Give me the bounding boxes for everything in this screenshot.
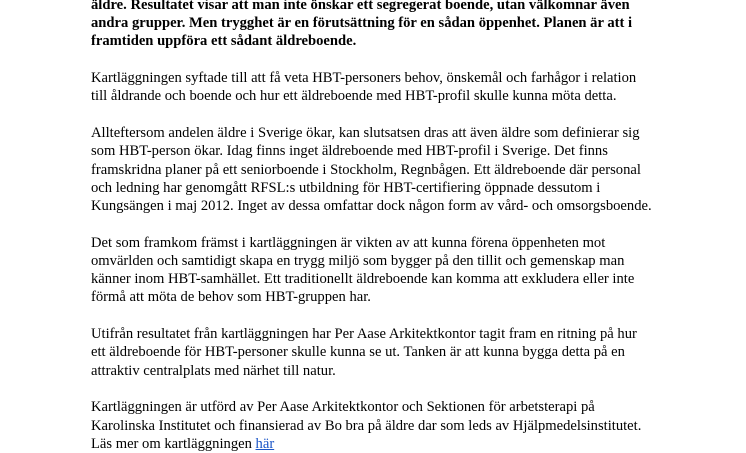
paragraph-gap <box>91 215 731 234</box>
text-line: Kungsängen i maj 2012. Inget av dessa omfattar dock någon form av vård- och omsorgsboende. <box>91 198 652 215</box>
text-line: och ledning har genomgått RFSL:s utbildning för HBT-certifiering öppnade dessutom i <box>91 179 601 196</box>
intro-line: framtiden uppföra ett sådant äldreboende. <box>91 33 357 50</box>
paragraph-gap <box>91 307 731 326</box>
paragraph-gap <box>91 106 731 125</box>
text-line: känner inom HBT-samhället. Ett traditionellt äldreboende kan komma att exkludera eller inte <box>91 271 635 288</box>
text-line: som HBT-person ökar. Idag finns inget äldreboende med HBT-profil i Sverige. Det finns <box>91 143 608 160</box>
text-line: Allteftersom andelen äldre i Sverige ökar, kan slutsatsen dras att även äldre som definierar sig <box>91 125 640 142</box>
intro-line: äldre. Resultatet visar att man inte önskar ett segregerat boende, utan välkomnar även <box>91 0 630 13</box>
document-page <box>91 0 731 453</box>
intro-line: andra grupper. Men trygghet är en förutsättning för en sådan öppenhet. Planen är att i <box>91 15 633 32</box>
paragraph-findings <box>91 234 731 307</box>
paragraph-drawing <box>91 325 731 380</box>
text-line: Kartläggningen är utförd av Per Aase Arkitektkontor och Sektionen för arbetsterapi på <box>91 399 595 416</box>
read-more-link[interactable]: här <box>255 435 275 452</box>
read-more-text: Läs mer om kartläggningen <box>91 435 252 452</box>
paragraph-gap <box>91 380 731 399</box>
text-line: Kartläggningen syftade till att få veta HBT-personers behov, önskemål och farhågor i relation <box>91 70 637 87</box>
text-line: förmå att möta de behov som HBT-gruppen har. <box>91 289 371 306</box>
text-line: omvärlden och samtidigt skapa en trygg miljö som bygger på den tillit och gemenskap man <box>91 253 625 270</box>
text-line-partial <box>91 435 731 453</box>
text-line: Det som framkom främst i kartläggningen är vikten av att kunna förena öppenheten mot <box>91 234 606 251</box>
text-line: framskridna planer på ett seniorboende i Stockholm, Regnbågen. Ett äldreboende där personal <box>91 161 641 178</box>
text-line: till åldrande och boende och hur ett äldreboende med HBT-profil skulle kunna möta detta. <box>91 88 617 105</box>
text-line: attraktiv centralplats med närhet till natur. <box>91 362 336 379</box>
paragraph-gap <box>91 51 731 70</box>
intro-paragraph <box>91 0 731 51</box>
text-line: Karolinska Institutet och finansierad av Bo bra på äldre dar som leds av Hjälpmedelsinstitutet. <box>91 417 642 434</box>
text-line: Utifrån resultatet från kartläggningen har Per Aase Arkitektkontor tagit fram en ritning på hur <box>91 326 637 343</box>
paragraph-purpose <box>91 69 731 105</box>
text-line: ett äldreboende för HBT-personer skulle kunna se ut. Tanken är att kunna bygga detta på en <box>91 344 625 361</box>
paragraph-credits <box>91 398 731 453</box>
paragraph-background <box>91 124 731 215</box>
